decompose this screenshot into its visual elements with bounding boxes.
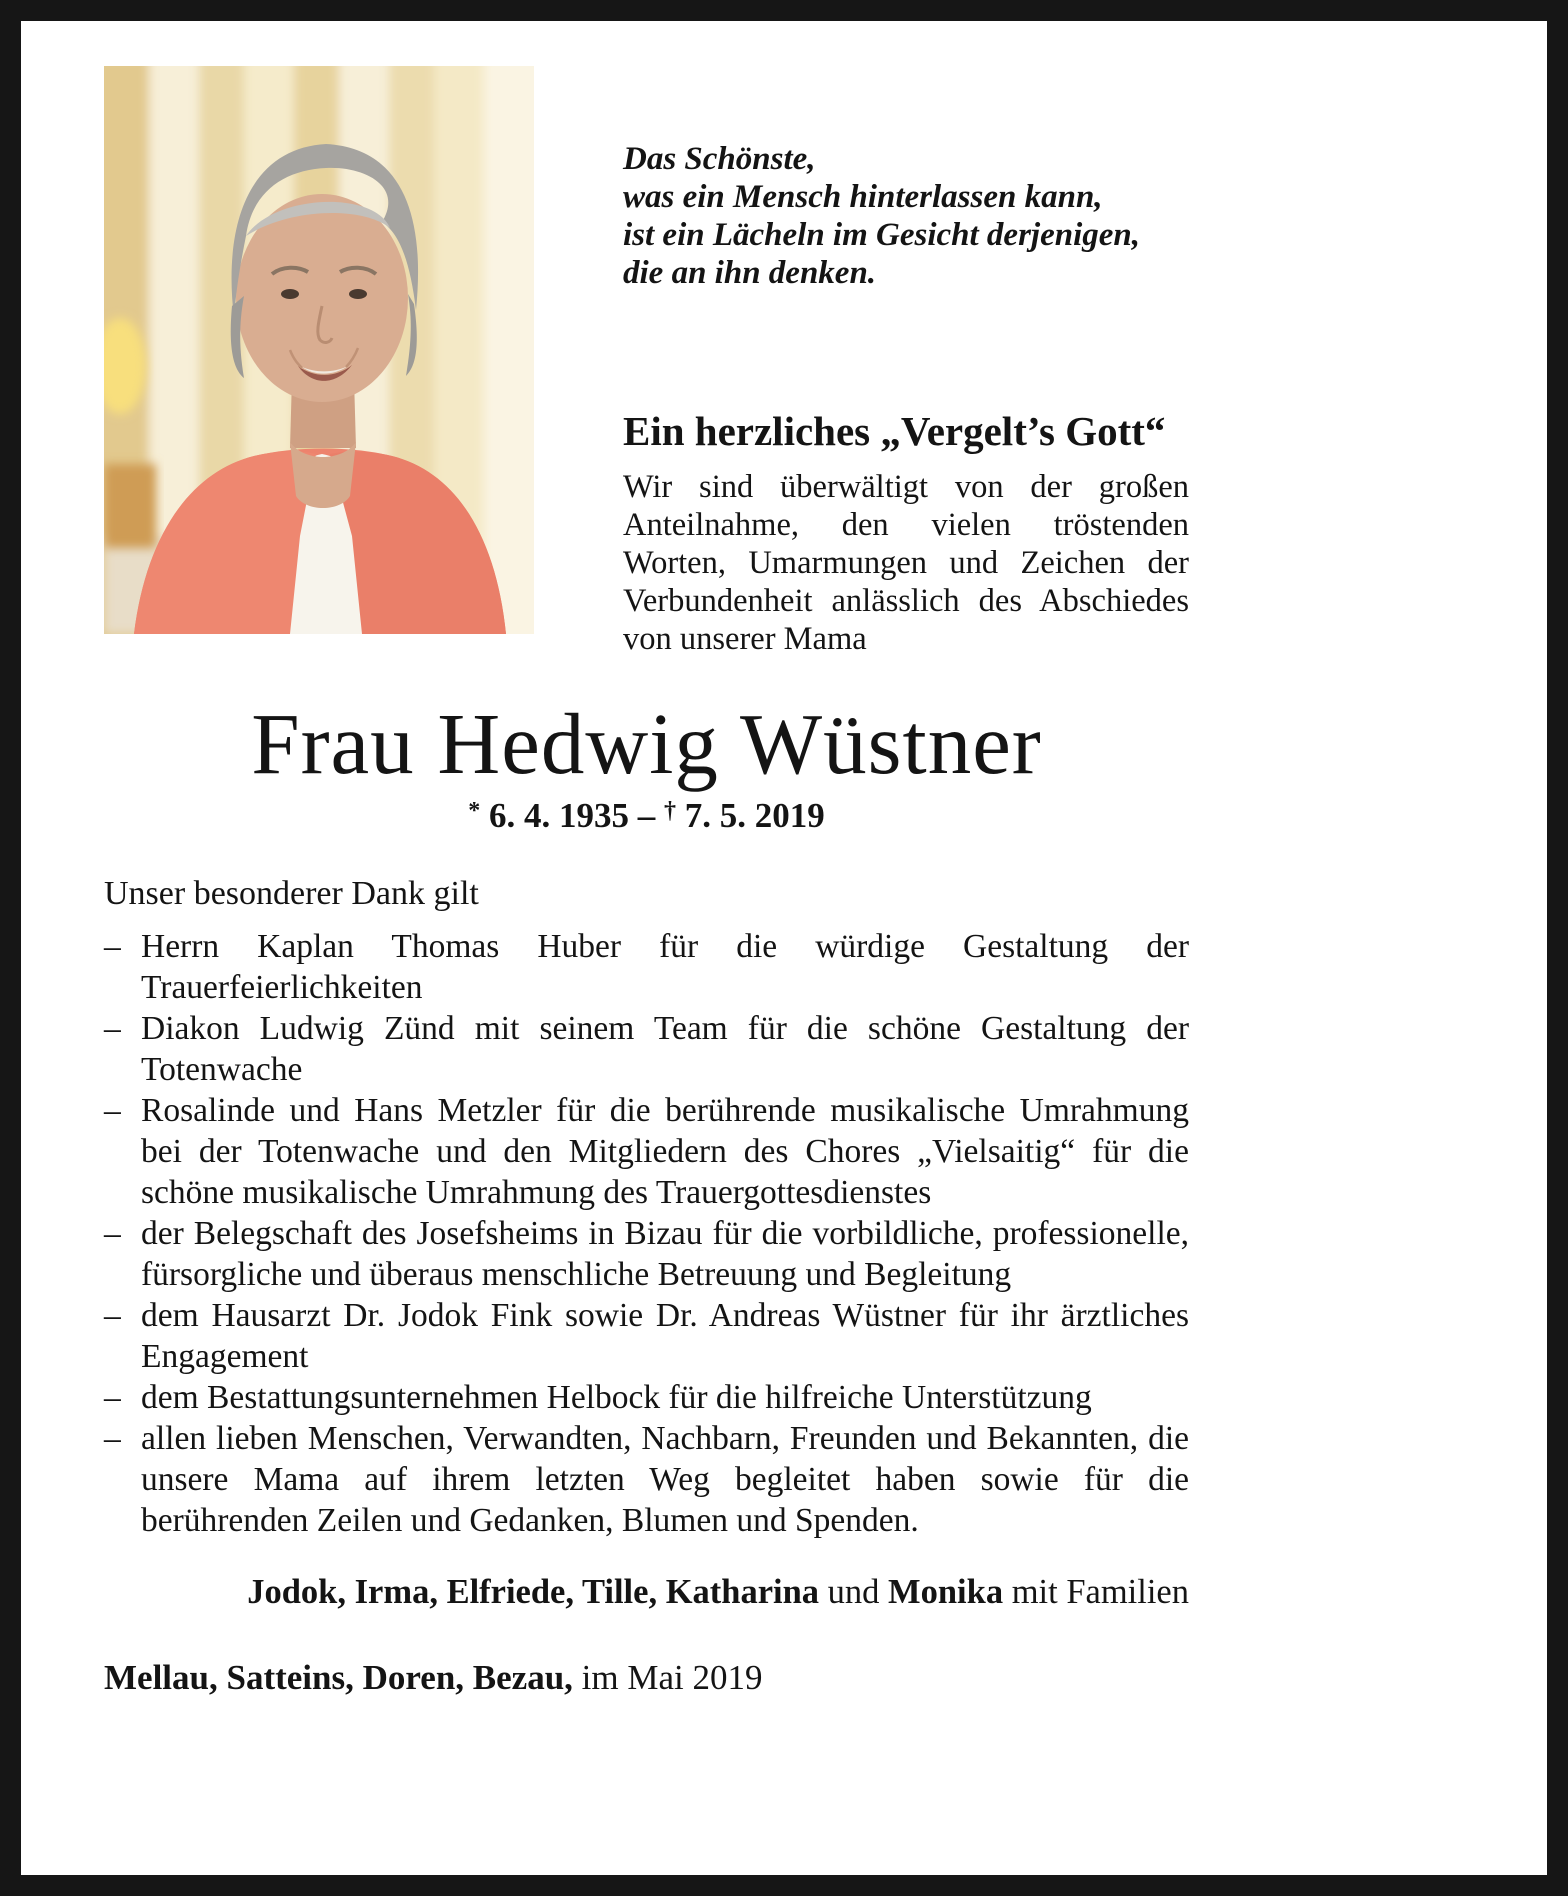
family-names-second: Monika — [888, 1573, 1004, 1611]
death-symbol: † — [664, 798, 676, 824]
family-line — [104, 1571, 1189, 1613]
list-item — [104, 926, 1189, 1008]
memorial-quote — [623, 140, 1189, 292]
list-item-text: dem Bestattungsunternehmen Helbock für die hilfreiche Unterstützung — [141, 1379, 1092, 1416]
list-item-text: Herrn Kaplan Thomas Huber für die würdige Gestaltung der Trauerfeierlichkeiten — [141, 928, 1189, 1006]
list-item — [104, 1008, 1189, 1090]
list-item — [104, 1090, 1189, 1213]
places-text: Mellau, Satteins, Doren, Bezau, — [104, 1658, 573, 1697]
list-item-text: der Belegschaft des Josefsheims in Bizau für die vorbildliche, professionelle, fürsorgliche und überaus menschliche Betreuung und Begleitung — [141, 1215, 1189, 1293]
portrait-frame — [104, 66, 534, 634]
name-block — [104, 695, 1189, 836]
list-marker: – — [104, 1092, 121, 1129]
thanks-list — [104, 926, 1189, 1541]
deceased-name: Frau Hedwig Wüstner — [251, 695, 1042, 792]
list-marker: – — [104, 1215, 121, 1252]
list-marker: – — [104, 1297, 121, 1334]
thanks-intro: Unser besonderer Dank gilt — [104, 875, 479, 912]
birth-date: 6. 4. 1935 — [480, 796, 638, 835]
family-connector: und — [819, 1573, 889, 1611]
wood-shape — [104, 464, 156, 548]
list-marker: – — [104, 928, 121, 965]
list-item-text: Diakon Ludwig Zünd mit seinem Team für die schöne Gestaltung der Totenwache — [141, 1010, 1189, 1088]
list-item — [104, 1377, 1189, 1418]
quote-line: ist ein Lächeln im Gesicht derjenigen, — [623, 217, 1140, 253]
dates-separator: – — [637, 796, 664, 835]
death-date: 7. 5. 2019 — [676, 796, 825, 835]
list-marker: – — [104, 1379, 121, 1416]
thanks-heading: Ein herzliches „Vergelt’s Gott“ — [623, 408, 1166, 454]
list-item — [104, 1213, 1189, 1295]
birth-symbol: * — [468, 798, 481, 824]
list-item-text: allen lieben Menschen, Verwandten, Nachbarn, Freunden und Bekannten, die unsere Mama auf ihrem letzten Weg begleitet haben sowie für die berührenden Zeilen und Gedanken, Blumen und Spenden. — [141, 1420, 1189, 1539]
list-marker: – — [104, 1010, 121, 1047]
quote-line: die an ihn denken. — [623, 255, 877, 291]
list-item — [104, 1295, 1189, 1377]
places-date-line — [104, 1657, 1547, 1699]
list-marker: – — [104, 1420, 121, 1457]
quote-line: Das Schönste, — [623, 141, 816, 177]
intro-paragraph: Wir sind überwältigt von der großen Anteilnahme, den vielen tröstenden Worten, Umarmungen und Zeichen der Verbundenheit anlässlich des Abschiedes von unserer Mama — [623, 469, 1189, 657]
quote-line: was ein Mensch hinterlassen kann, — [623, 179, 1103, 215]
date-text: im Mai 2019 — [572, 1658, 763, 1697]
portrait-photo — [104, 66, 534, 634]
family-suffix: mit Familien — [1003, 1573, 1189, 1611]
family-names-first: Jodok, Irma, Elfriede, Tille, Katharina — [247, 1573, 820, 1611]
list-item — [104, 1418, 1189, 1541]
life-dates — [104, 796, 1189, 836]
list-item-text: Rosalinde und Hans Metzler für die berührende musikalische Umrahmung bei der Totenwache und den Mitgliedern des Chores „Vielsaitig“ für die schöne musikalische Umrahmung des Trauergottesdienstes — [141, 1092, 1189, 1211]
top-section — [104, 66, 1189, 658]
right-column — [623, 66, 1189, 658]
list-item-text: dem Hausarzt Dr. Jodok Fink sowie Dr. Andreas Wüstner für ihr ärztliches Engagement — [141, 1297, 1189, 1375]
